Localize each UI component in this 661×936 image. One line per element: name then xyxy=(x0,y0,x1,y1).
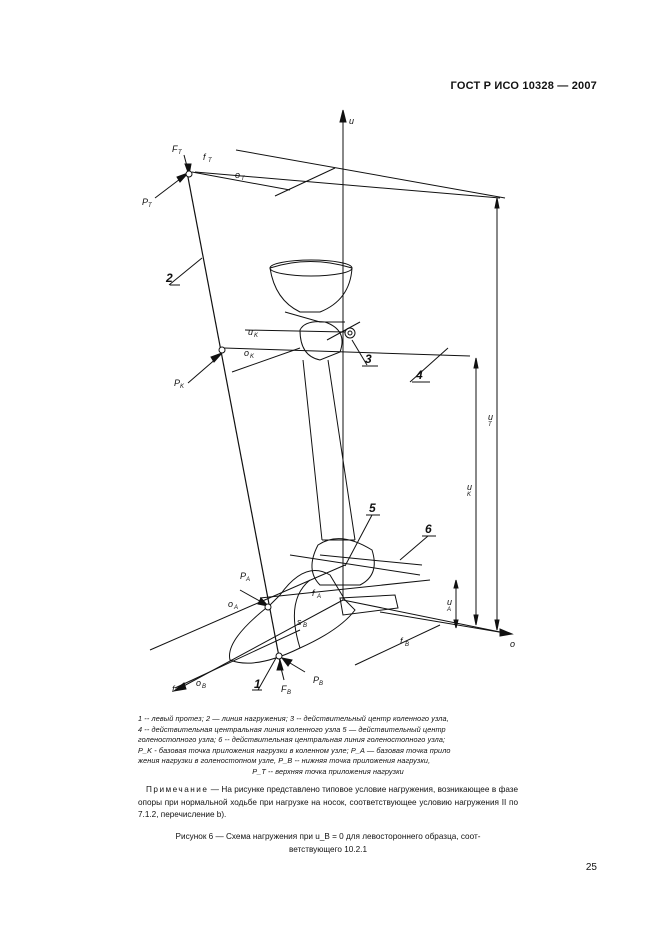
foot xyxy=(230,571,356,664)
svg-text:K: K xyxy=(254,333,259,339)
svg-text:P: P xyxy=(174,378,181,388)
svg-text:o: o xyxy=(196,678,202,688)
legend-line: P_T -- верхняя точка приложения нагрузки xyxy=(252,766,404,776)
svg-text:F: F xyxy=(172,144,178,154)
svg-text:B: B xyxy=(303,623,308,629)
knee-centre xyxy=(345,328,355,338)
svg-text:u: u xyxy=(488,412,494,422)
svg-text:s: s xyxy=(297,617,302,627)
svg-text:T: T xyxy=(148,203,152,209)
svg-text:o: o xyxy=(235,170,241,180)
note-paragraph xyxy=(138,784,518,822)
prosthesis-socket xyxy=(270,262,352,313)
svg-text:P: P xyxy=(313,675,320,685)
point-PT xyxy=(186,171,192,177)
page-number: 25 xyxy=(585,862,597,873)
figure-caption xyxy=(138,831,518,856)
svg-text:o: o xyxy=(228,599,234,609)
point-PA xyxy=(265,604,271,610)
legend-line: голеностопного узла; 6 -- действительная центральная линия голеностопного узла; xyxy=(138,735,446,745)
svg-text:T: T xyxy=(241,176,245,182)
svg-text:T: T xyxy=(178,150,182,156)
u-axis-label: u xyxy=(349,116,355,126)
svg-text:B: B xyxy=(202,684,207,690)
svg-text:u: u xyxy=(467,482,473,492)
svg-text:P: P xyxy=(240,571,247,581)
point-PK xyxy=(219,347,225,353)
svg-text:B: B xyxy=(405,642,410,648)
svg-text:K: K xyxy=(250,354,255,360)
svg-text:f: f xyxy=(400,636,403,646)
svg-text:A: A xyxy=(246,577,251,583)
f-axis-label: f xyxy=(172,684,175,694)
load-line xyxy=(187,172,280,662)
svg-text:B: B xyxy=(287,690,292,696)
pylon xyxy=(303,360,355,540)
svg-text:f: f xyxy=(312,588,315,598)
callout-5: 5 xyxy=(369,501,376,515)
svg-text:u: u xyxy=(248,327,254,337)
svg-text:T: T xyxy=(488,422,492,428)
legend-line: 1 -- левый протез; 2 — линия нагружения; 3 -- действительный центр коленного узла, xyxy=(138,714,449,723)
callout-6: 6 xyxy=(425,522,432,536)
svg-text:A: A xyxy=(317,594,322,600)
callout-4: 4 xyxy=(416,368,423,382)
caption-line: ветствующего 10.2.1 xyxy=(288,844,368,854)
svg-text:P: P xyxy=(142,197,149,207)
note-text: — На рисунке представлено типовое условие нагружения, возникающее в фазе опоры при нормальной ходьбе при нагрузке на носок, соответствующее условию нагружения II по 7.1.2, перечисление b). xyxy=(138,785,518,819)
svg-text:A: A xyxy=(234,605,239,611)
o-axis-label: o xyxy=(510,639,516,649)
figure-legend xyxy=(138,714,518,778)
callout-2: 2 xyxy=(166,271,173,285)
document-header: ГОСТ Р ИСО 10328 — 2007 xyxy=(450,80,597,92)
knee-unit xyxy=(300,322,342,360)
svg-text:T: T xyxy=(208,158,212,164)
svg-text:F: F xyxy=(281,684,287,694)
svg-text:u: u xyxy=(447,597,453,607)
caption-line: Рисунок 6 — Схема нагружения при u_B = 0 для левостороннего образца, соот- xyxy=(175,832,481,841)
svg-text:o: o xyxy=(244,348,250,358)
u-axis-arrow xyxy=(340,110,346,122)
legend-line: P_K - базовая точка приложения нагрузки в коленном узле; P_A — базовая точка прило xyxy=(138,745,451,755)
svg-text:K: K xyxy=(180,384,185,390)
svg-text:f: f xyxy=(203,152,206,162)
svg-text:K: K xyxy=(467,492,472,498)
legend-line: 4 -- действительная центральная линия коленного узла 5 — действительный центр xyxy=(138,724,446,734)
o-axis xyxy=(343,600,505,633)
svg-text:B: B xyxy=(319,681,324,687)
legend-line: жения нагрузки в голеностопном узле, P_B -- нижняя точка приложения нагрузки, xyxy=(138,756,431,766)
callout-3: 3 xyxy=(365,352,372,366)
callout-1: 1 xyxy=(254,677,261,691)
note-label: Примечание xyxy=(146,785,209,794)
svg-text:A: A xyxy=(447,607,452,613)
point-PB xyxy=(276,653,282,659)
